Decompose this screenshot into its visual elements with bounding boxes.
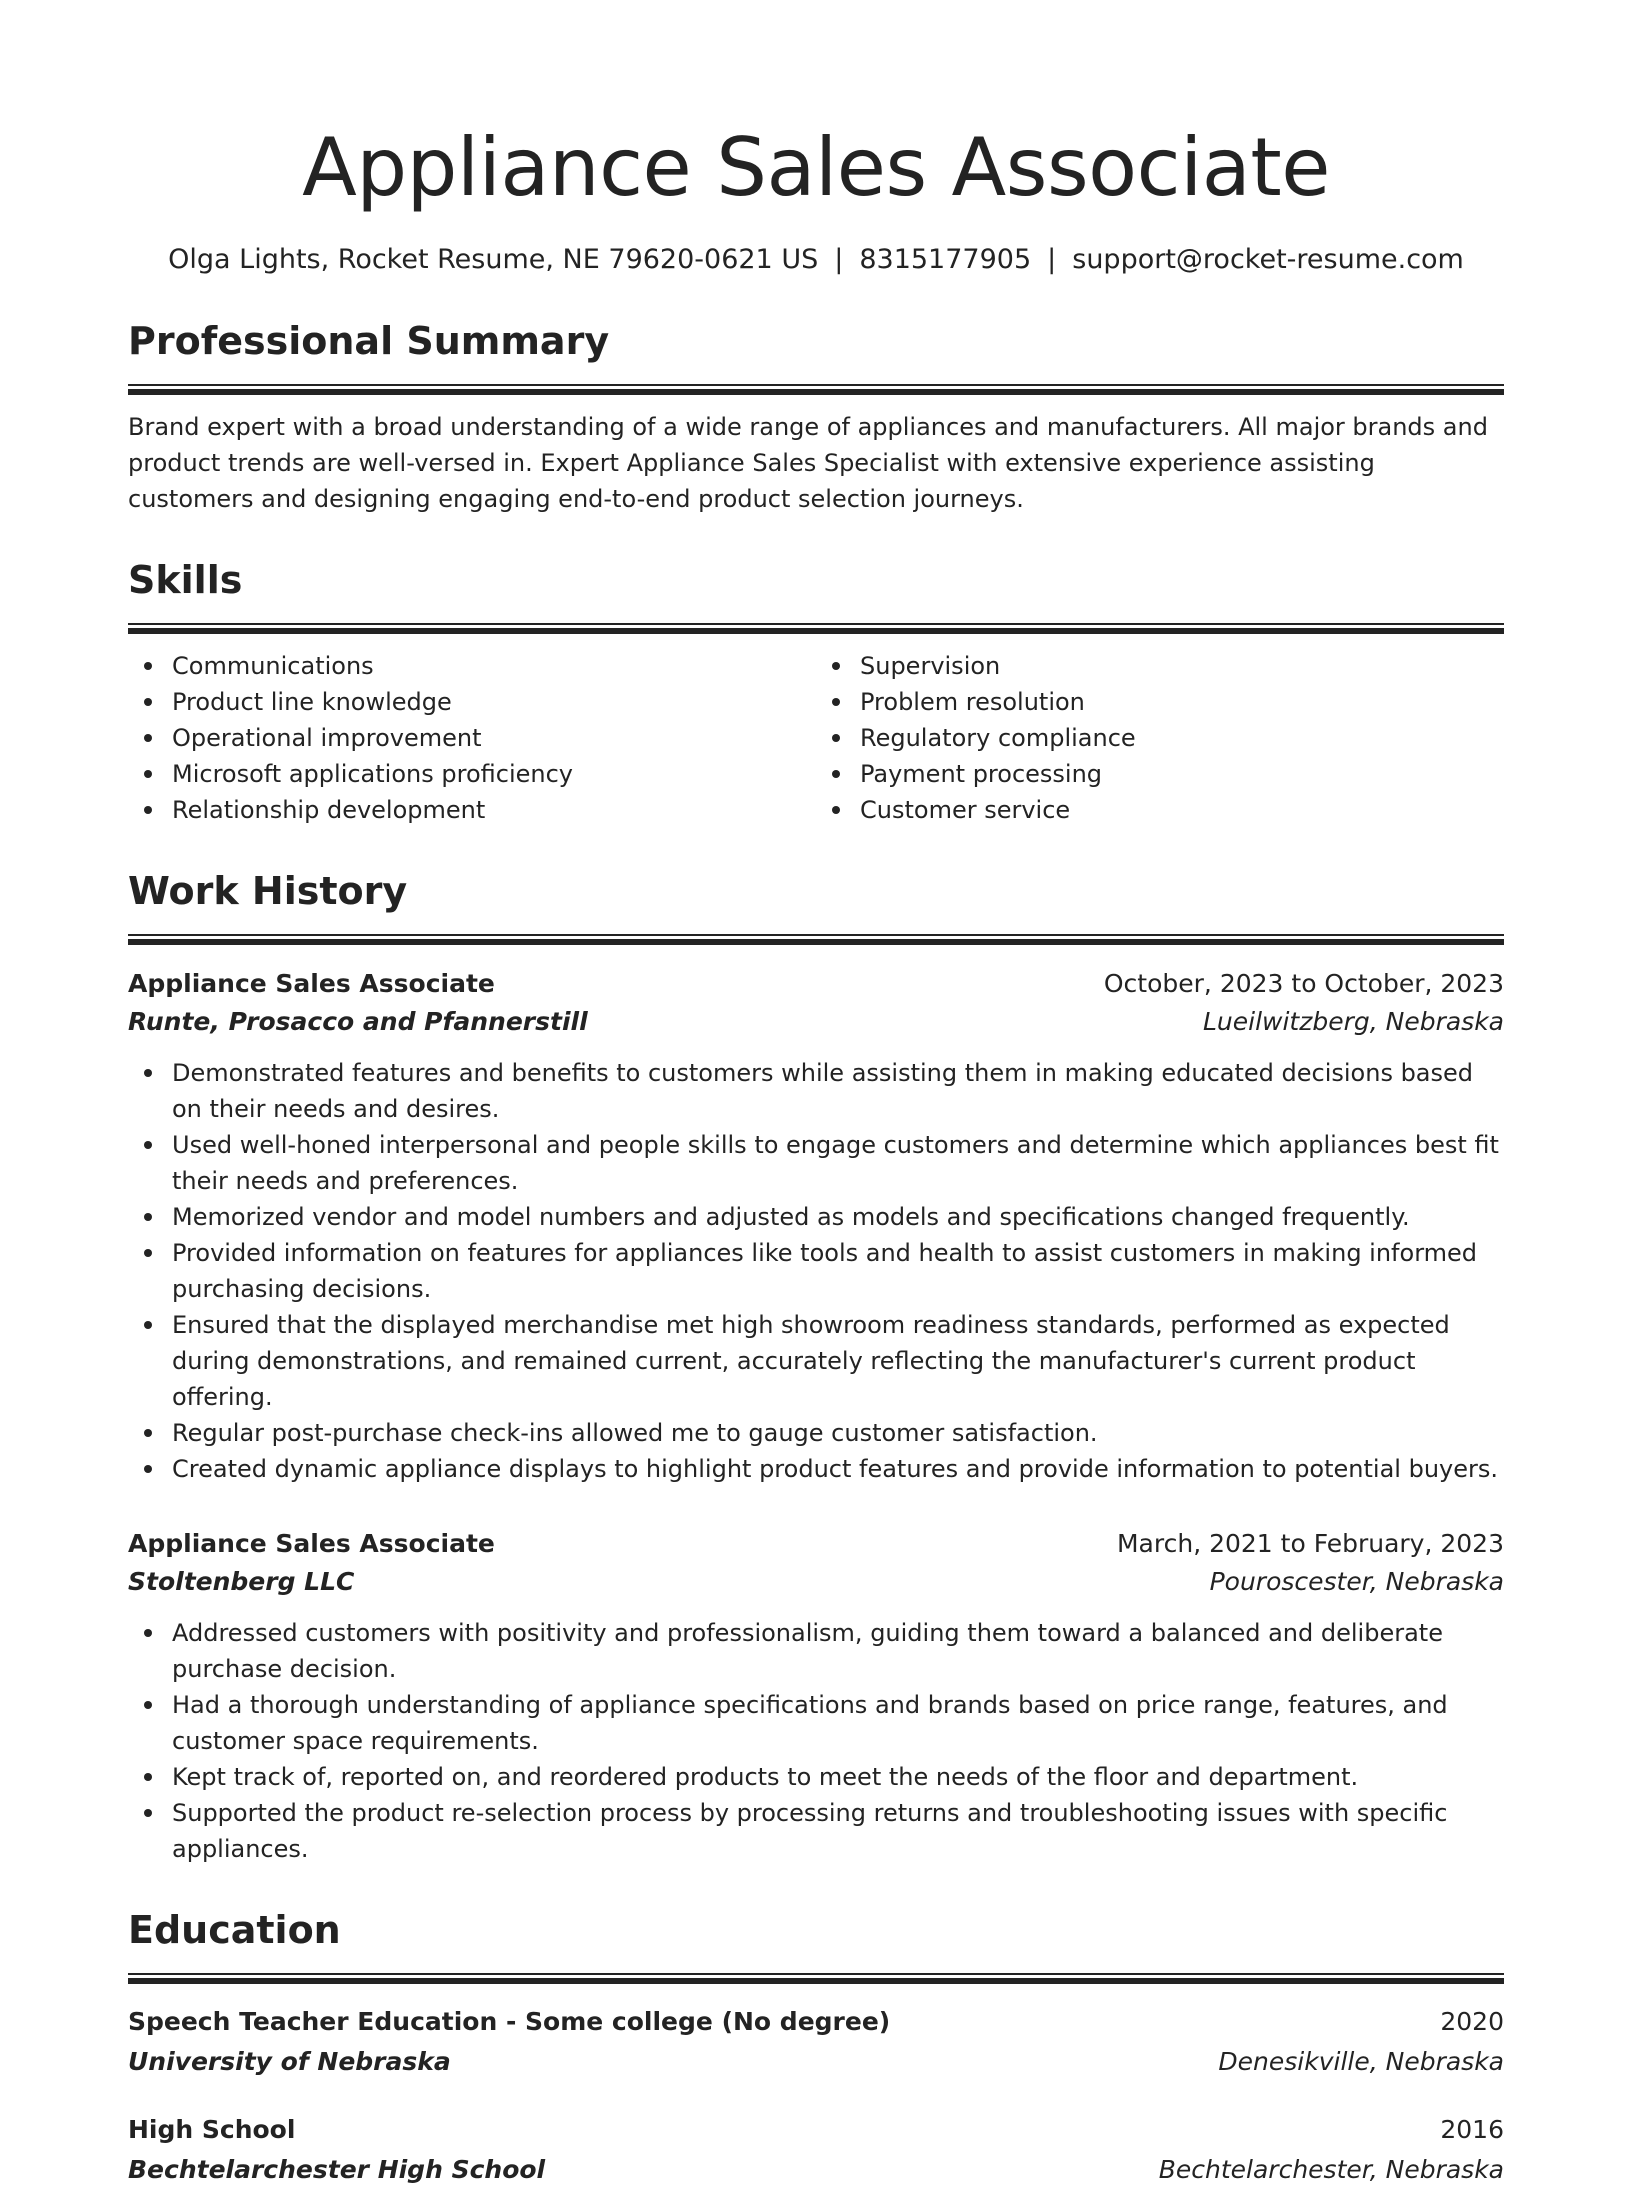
duty-item: Had a thorough understanding of appliance specifications and brands based on price range, features, and customer space requirements. xyxy=(128,1687,1504,1759)
job-title: Appliance Sales Associate xyxy=(128,969,495,998)
duty-item: Kept track of, reported on, and reordered products to meet the needs of the floor and department. xyxy=(128,1759,1504,1795)
education-header-row xyxy=(128,2002,1504,2042)
skills-column-right xyxy=(816,648,1504,828)
section-divider xyxy=(128,934,1504,945)
contact-phone: 8315177905 xyxy=(859,244,1032,275)
skills-list xyxy=(128,648,1504,828)
education-entry xyxy=(128,2002,1504,2082)
job-duties xyxy=(128,1615,1504,1867)
section-divider xyxy=(128,1973,1504,1984)
skill-item: Microsoft applications proficiency xyxy=(128,756,816,792)
duty-item: Demonstrated features and benefits to customers while assisting them in making educated decisions based on their needs and desires. xyxy=(128,1055,1504,1127)
education-school: Bechtelarchester High School xyxy=(128,2155,546,2184)
skill-item: Operational improvement xyxy=(128,720,816,756)
skill-item: Customer service xyxy=(816,792,1504,828)
job-entry xyxy=(128,1525,1504,1867)
section-divider xyxy=(128,384,1504,395)
education-header-row xyxy=(128,2110,1504,2150)
job-title: Appliance Sales Associate xyxy=(128,1529,495,1558)
skill-item: Regulatory compliance xyxy=(816,720,1504,756)
contact-separator: | xyxy=(1047,244,1057,275)
skill-item: Supervision xyxy=(816,648,1504,684)
job-header-row xyxy=(128,1525,1504,1563)
skill-item: Communications xyxy=(128,648,816,684)
section-title-skills: Skills xyxy=(128,558,243,602)
education-degree: High School xyxy=(128,2115,296,2144)
duty-item: Used well-honed interpersonal and people skills to engage customers and determine which appliances best fit their needs and preferences. xyxy=(128,1127,1504,1199)
education-school-row xyxy=(128,2150,1504,2190)
education-location: Bechtelarchester, Nebraska xyxy=(1158,2155,1504,2184)
skill-item: Product line knowledge xyxy=(128,684,816,720)
duty-item: Created dynamic appliance displays to highlight product features and provide information to potential buyers. xyxy=(128,1451,1504,1487)
job-company-row xyxy=(128,1003,1504,1041)
skill-item: Relationship development xyxy=(128,792,816,828)
duty-item: Memorized vendor and model numbers and adjusted as models and specifications changed frequently. xyxy=(128,1199,1504,1235)
education-entry xyxy=(128,2110,1504,2190)
resume-name: Appliance Sales Associate xyxy=(302,121,1330,214)
job-location: Lueilwitzberg, Nebraska xyxy=(1202,1007,1504,1036)
education-school-row xyxy=(128,2042,1504,2082)
contact-address: Olga Lights, Rocket Resume, NE 79620-0621 US xyxy=(168,244,819,275)
skill-item: Problem resolution xyxy=(816,684,1504,720)
job-entry xyxy=(128,965,1504,1487)
education-school: University of Nebraska xyxy=(128,2047,451,2076)
summary-text: Brand expert with a broad understanding of a wide range of appliances and manufacturers. All major brands and product trends are well-versed in. Expert Appliance Sales Specialist with extensive experience assisting customers and designing engaging end-to-end product selection journeys. xyxy=(128,413,1488,513)
duty-item: Addressed customers with positivity and professionalism, guiding them toward a balanced and deliberate purchase decision. xyxy=(128,1615,1504,1687)
section-title-summary: Professional Summary xyxy=(128,319,610,363)
contact-line xyxy=(128,242,1504,278)
education-location: Denesikville, Nebraska xyxy=(1218,2047,1504,2076)
skills-column-left xyxy=(128,648,816,828)
section-title-work-history: Work History xyxy=(128,869,408,913)
job-location: Pouroscester, Nebraska xyxy=(1209,1567,1504,1596)
skill-item: Payment processing xyxy=(816,756,1504,792)
section-title-education: Education xyxy=(128,1908,341,1952)
job-header-row xyxy=(128,965,1504,1003)
job-dates: March, 2021 to February, 2023 xyxy=(1116,1529,1504,1558)
duty-item: Provided information on features for appliances like tools and health to assist customers in making informed purchasing decisions. xyxy=(128,1235,1504,1307)
education-year: 2016 xyxy=(1440,2115,1504,2144)
duty-item: Supported the product re-selection process by processing returns and troubleshooting issues with specific appliances. xyxy=(128,1795,1504,1867)
job-company: Stoltenberg LLC xyxy=(128,1567,355,1596)
duty-item: Regular post-purchase check-ins allowed me to gauge customer satisfaction. xyxy=(128,1415,1504,1451)
education-degree: Speech Teacher Education - Some college (No degree) xyxy=(128,2007,891,2036)
job-company: Runte, Prosacco and Pfannerstill xyxy=(128,1007,588,1036)
job-duties xyxy=(128,1055,1504,1487)
education-year: 2020 xyxy=(1440,2007,1504,2036)
contact-email: support@rocket-resume.com xyxy=(1072,244,1464,275)
contact-separator: | xyxy=(834,244,844,275)
job-dates: October, 2023 to October, 2023 xyxy=(1103,969,1504,998)
section-divider xyxy=(128,623,1504,634)
job-company-row xyxy=(128,1563,1504,1601)
duty-item: Ensured that the displayed merchandise met high showroom readiness standards, performed as expected during demonstrations, and remained current, accurately reflecting the manufacturer's current product offering. xyxy=(128,1307,1504,1415)
